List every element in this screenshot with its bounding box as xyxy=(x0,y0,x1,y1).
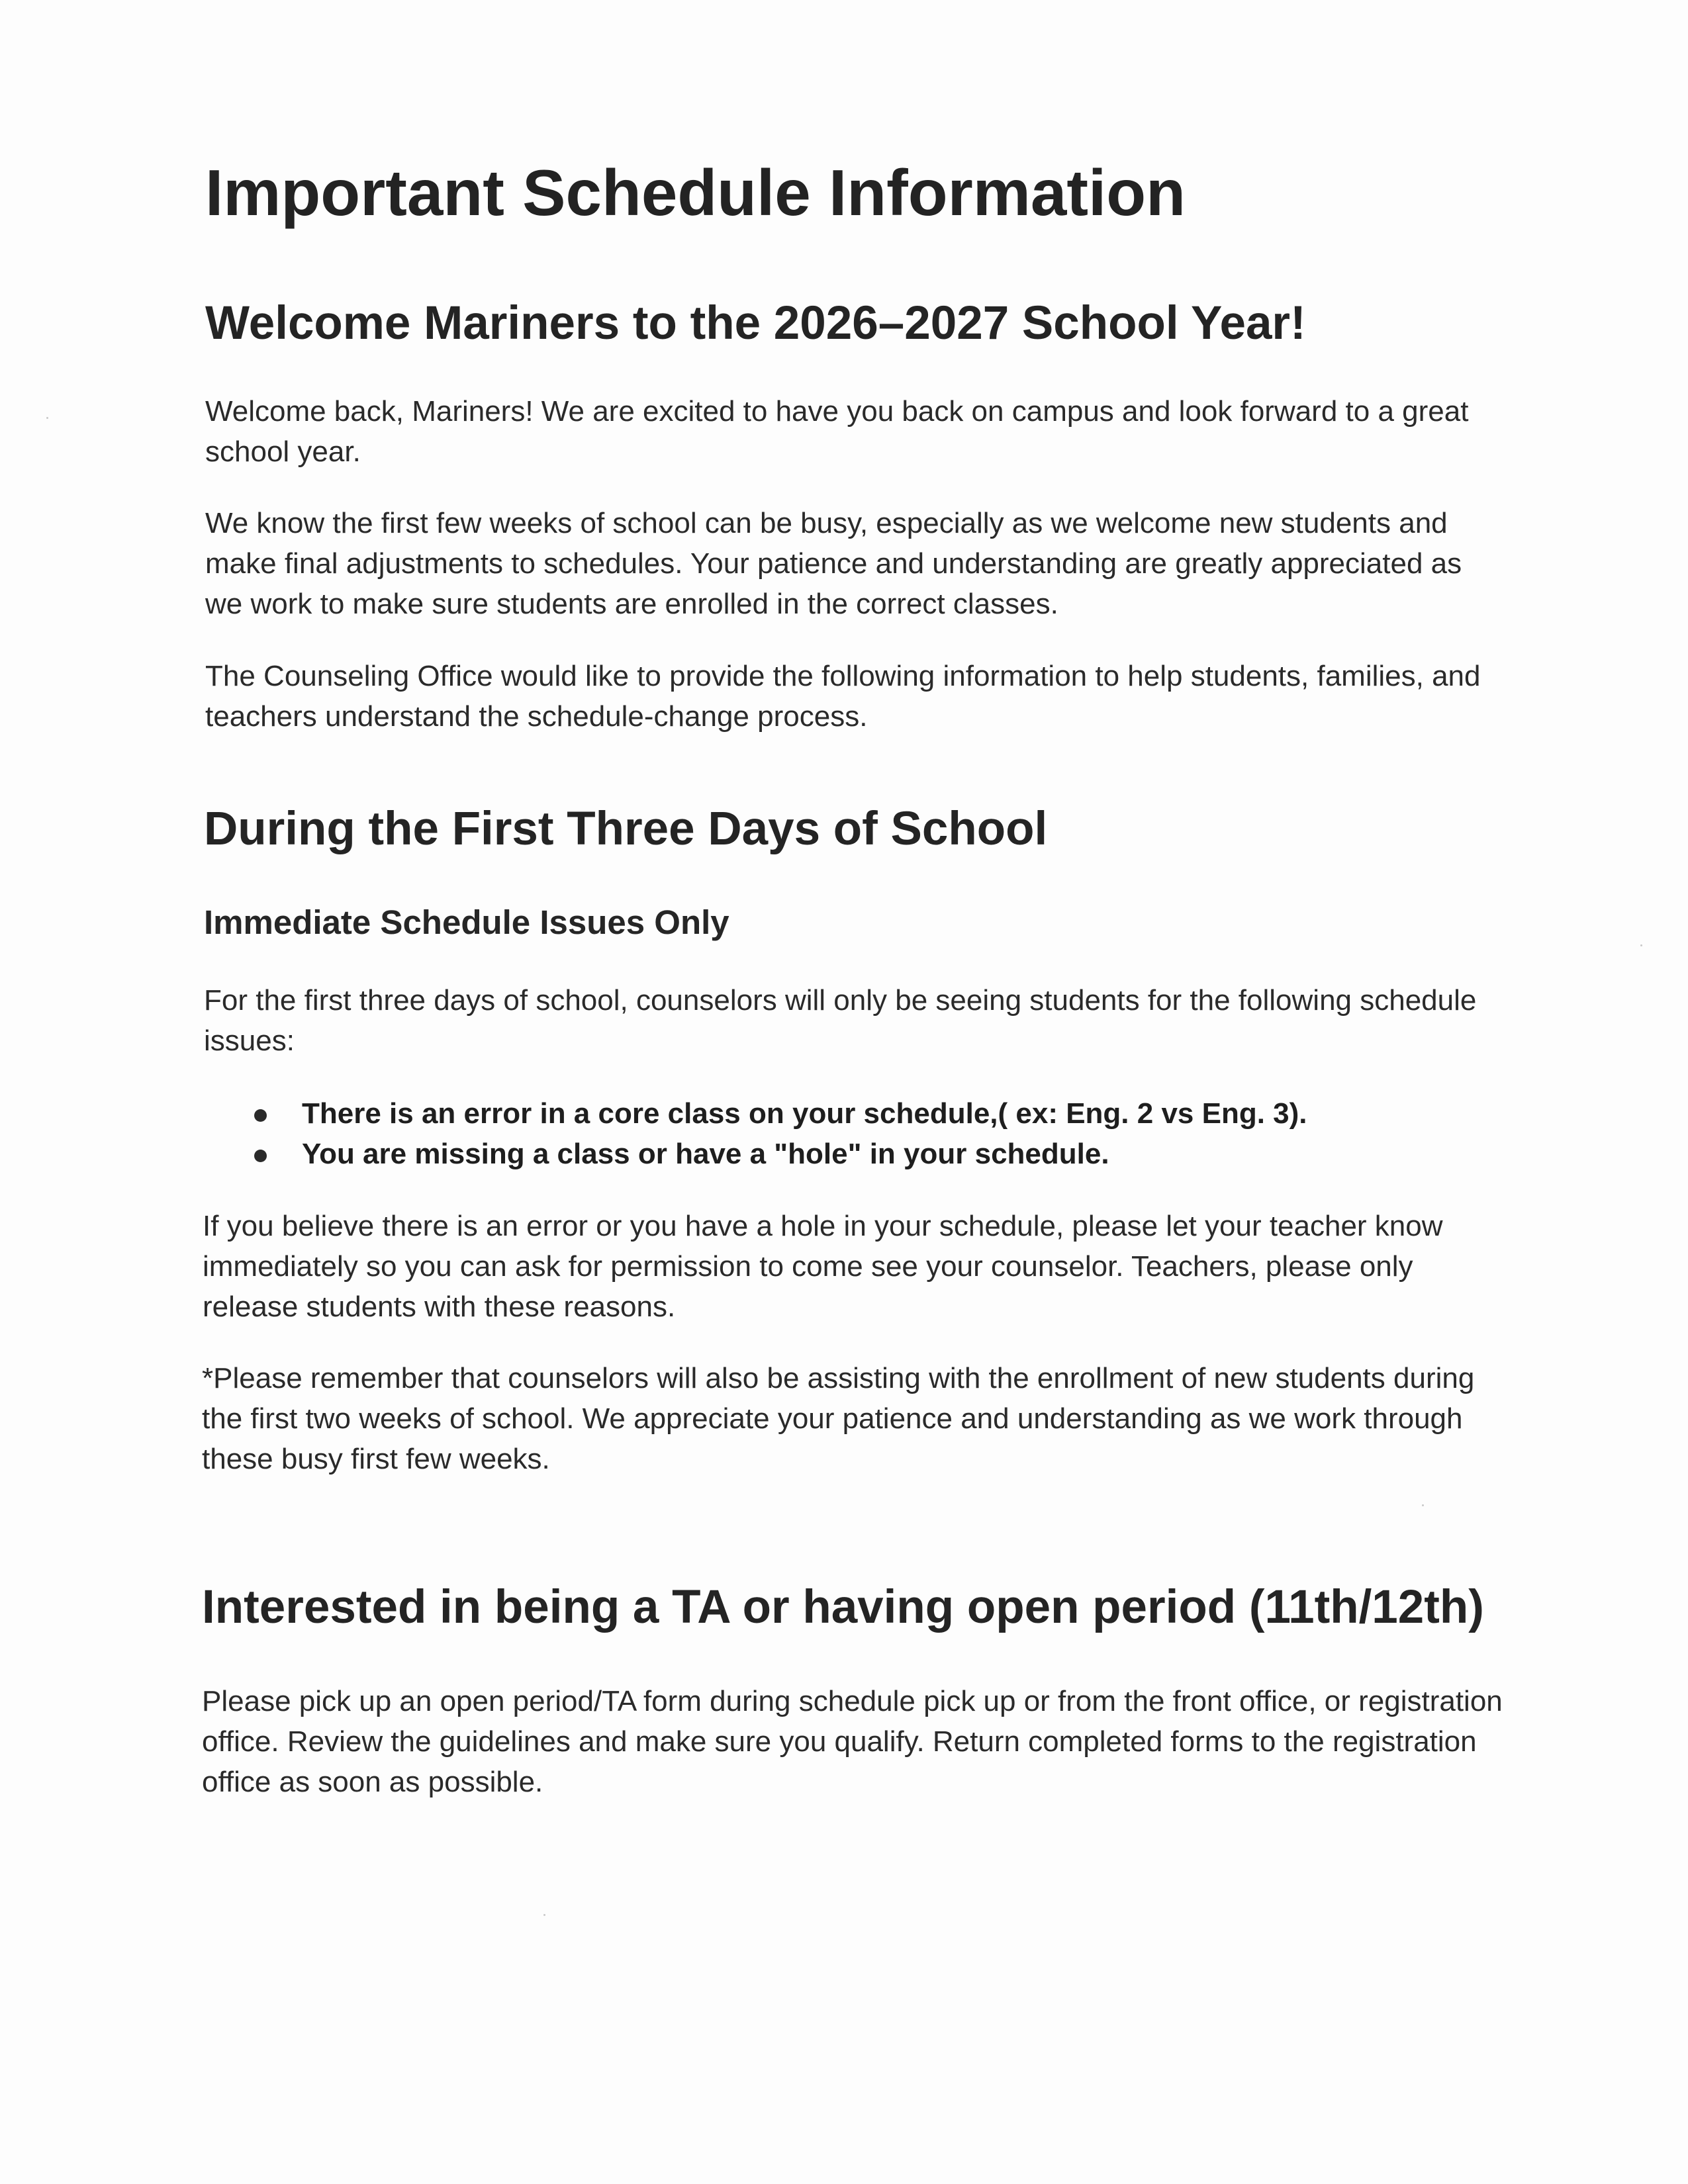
schedule-issues-list xyxy=(205,1093,1463,1174)
list-item-text: There is an error in a core class on your schedule,( ex: Eng. 2 vs Eng. 3). xyxy=(302,1097,1307,1130)
immediate-issues-subheading: Immediate Schedule Issues Only xyxy=(204,903,729,941)
first-three-days-intro: For the first three days of school, counselors will only be seeing students for the following schedule issues: xyxy=(204,984,1477,1057)
ta-open-period-heading: Interested in being a TA or having open period (11th/12th) xyxy=(202,1581,1484,1633)
scan-speck xyxy=(1422,1504,1424,1506)
ta-open-period-paragraph: Please pick up an open period/TA form during schedule pick up or from the front office, or registration office. Review the guidelines and make sure you qualify. Return completed forms to the registration office as soon as possible. xyxy=(202,1685,1503,1798)
bullet-icon xyxy=(254,1109,267,1122)
first-three-days-heading: During the First Three Days of School xyxy=(204,803,1048,855)
welcome-heading: Welcome Mariners to the 2026–2027 School Year! xyxy=(205,297,1306,349)
first-three-days-paragraph-2: *Please remember that counselors will also be assisting with the enrollment of new students during the first two weeks of school. We appreciate your patience and understanding as we work through these busy first few weeks. xyxy=(202,1362,1475,1475)
welcome-paragraph-2: We know the first few weeks of school can be busy, especially as we welcome new students and make final adjustments to schedules. Your patience and understanding are greatly appreciated as we work to make sure students are enrolled in the correct classes. xyxy=(205,507,1462,620)
welcome-paragraph-1: Welcome back, Mariners! We are excited to have you back on campus and look forward to a great school year. xyxy=(205,395,1469,468)
page-title: Important Schedule Information xyxy=(205,156,1186,229)
welcome-paragraph-3: The Counseling Office would like to provide the following information to help students, families, and teachers understand the schedule-change process. xyxy=(205,660,1481,733)
list-item xyxy=(205,1093,1463,1134)
scan-speck xyxy=(543,1914,545,1916)
scan-speck xyxy=(46,417,48,419)
list-item xyxy=(205,1134,1463,1174)
list-item-text: You are missing a class or have a "hole" in your schedule. xyxy=(302,1138,1109,1170)
bullet-icon xyxy=(254,1150,267,1162)
first-three-days-paragraph-1: If you believe there is an error or you have a hole in your schedule, please let your teacher know immediately so you can ask for permission to come see your counselor. Teachers, please only release students with these reasons. xyxy=(203,1210,1443,1323)
scan-speck xyxy=(1640,944,1642,946)
